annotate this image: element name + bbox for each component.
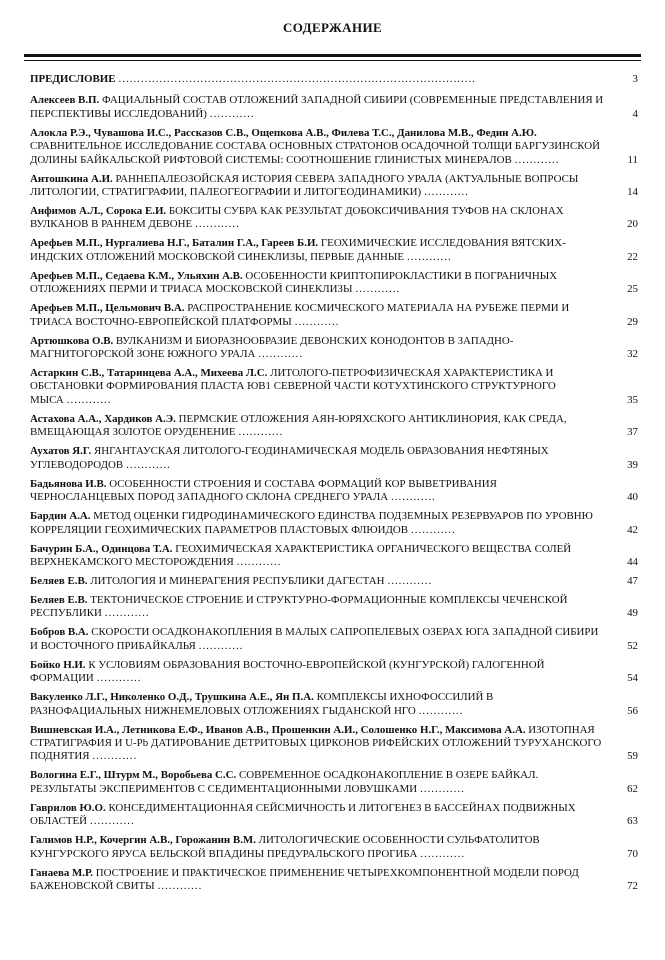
toc-entry-text [30, 73, 604, 86]
toc-entry-authors: Беляев Е.В. [30, 593, 88, 606]
toc-entry-title: МЕТОД ОЦЕНКИ ГИДРОДИНАМИЧЕСКОГО ЕДИНСТВА ПОДЗЕМНЫХ РЕЗЕРВУАРОВ ПО УРОВНЮ КОРРЕЛЯЦИИ ГЕОХИМИЧЕСКИХ ПАРАМЕТРОВ ПЛАСТОВЫХ ФЛЮИДОВ [30, 510, 593, 536]
toc-entry[interactable] [30, 659, 638, 686]
toc-entry-page-number: 42 [627, 523, 638, 536]
toc-entry-title: ПЕРМСКИЕ ОТЛОЖЕНИЯ АЯН-ЮРЯХСКОГО АНТИКЛИНОРИЯ, КАК СРЕДА, ВМЕЩАЮЩАЯ ЗОЛОТОЕ ОРУДЕНЕНИЕ [30, 412, 567, 439]
toc-entry-text [30, 769, 604, 796]
leader-dots: ............ [294, 315, 340, 328]
toc-entry-authors: Бачурин Б.А., Одинцова Т.А. [30, 542, 173, 555]
toc-entry[interactable] [30, 335, 638, 362]
toc-entry[interactable] [30, 594, 638, 621]
toc-entry-authors: Бобров В.А. [30, 626, 89, 639]
toc-entry-title: РАСПРОСТРАНЕНИЕ КОСМИЧЕСКОГО МАТЕРИАЛА НА РУБЕЖЕ ПЕРМИ И ТРИАСА ВОСТОЧНО-ЕВРОПЕЙСКОЙ ПЛАТФОРМЫ [30, 302, 570, 328]
toc-entry-page-number: 72 [627, 879, 638, 892]
toc-entry[interactable] [30, 724, 638, 764]
toc-entry-page-number: 59 [627, 750, 638, 763]
toc-entry-authors: Арефьев М.П., Цельмович В.А. [30, 302, 185, 315]
toc-entry[interactable] [30, 834, 638, 861]
leader-dots: ............ [236, 555, 282, 568]
toc-entry[interactable] [30, 173, 638, 200]
leader-dots: ............ [411, 523, 456, 536]
toc-entry-authors: Антошкина А.И. [30, 172, 113, 185]
toc-entry-authors: Арефьев М.П., Нургалиева Н.Г., Баталин Г.А., Гареев Б.И. [30, 237, 319, 250]
toc-entry-authors: Арефьев М.П., Седаева К.М., Ульяхин А.В. [30, 269, 243, 282]
leader-dots: ............ [420, 847, 466, 860]
toc-entry-title: СОВРЕМЕННОЕ ОСАДКОНАКОПЛЕНИЕ В ОЗЕРЕ БАЙКАЛ. РЕЗУЛЬТАТЫ ЭКСПЕРИМЕНТОВ С СЕДИМЕНТАЦИОННЫМИ ЛОВУШКАМИ [30, 769, 539, 795]
toc-entry-text [30, 270, 604, 297]
toc-entry[interactable] [30, 543, 638, 570]
leader-dots: ............ [407, 250, 452, 263]
toc-entry-authors: Вакуленко Л.Г., Николенко О.Д., Трушкина А.Е., Ян П.А. [30, 691, 314, 704]
toc-entry-text [30, 478, 604, 505]
toc-entry-authors: ПРЕДИСЛОВИЕ [30, 73, 116, 85]
leader-dots: ............ [424, 186, 469, 199]
toc-entry-page-number: 4 [632, 107, 638, 120]
toc-entry-page-number: 35 [627, 393, 638, 406]
toc-entry-title: ЛИТОЛОГИЧЕСКИЕ ОСОБЕННОСТИ СУЛЬФАТОЛИТОВ КУНГУРСКОГО ЯРУСА БЕЛЬСКОЙ ВПАДИНЫ ПРЕДУРАЛЬСКОГО ПРОГИБА [30, 834, 540, 860]
toc-entry-title: БОКСИТЫ СУБРА КАК РЕЗУЛЬТАТ ДОБОКСИЧИВАНИЯ ТУФОВ НА СКЛОНАХ ВУЛКАНОВ В РАННЕМ ДЕВОНЕ [30, 205, 564, 231]
toc-entry[interactable] [30, 237, 638, 264]
toc-entry-page-number: 3 [632, 73, 638, 85]
leader-dots: ............ [420, 782, 465, 795]
toc-entry-authors: Анфимов А.Л., Сорока Е.И. [30, 205, 167, 218]
toc-entry-page-number: 52 [627, 639, 638, 652]
page-title: СОДЕРЖАНИЕ [282, 20, 383, 35]
toc-entry[interactable] [30, 94, 638, 121]
toc-entry-page-number: 70 [627, 847, 638, 860]
toc-entry-authors: Астахова А.А., Хардиков А.Э. [30, 412, 176, 425]
toc-entry-page-number: 39 [627, 458, 638, 471]
toc-entry-authors: Алокла Р.Э., Чувашова И.С., Рассказов С.В., Ощепкова А.В., Филева Т.С., Данилова М.В., Федин А.Ю. [30, 126, 537, 139]
toc-entry-page-number: 29 [627, 315, 638, 328]
toc-entry[interactable] [30, 867, 638, 894]
toc-entry-title: ГЕОХИМИЧЕСКИЕ ИССЛЕДОВАНИЯ ВЯТСКИХ-ИНДСКИХ ОТЛОЖЕНИЙ МОСКОВСКОЙ СИНЕКЛИЗЫ, ПЕРВЫЕ ДАННЫЕ [30, 237, 566, 263]
toc-entry-text [30, 626, 604, 653]
toc-entry-authors: Галимов Н.Р., Кочергин А.В., Горожанин В.М. [30, 834, 256, 847]
toc-entry[interactable] [30, 302, 638, 329]
toc-entry[interactable] [30, 413, 638, 440]
toc-entry-title: КОМПЛЕКСЫ ИХНОФОССИЛИЙ В РАЗНОФАЦИАЛЬНЫХ НИЖНЕМЕЛОВЫХ ОТЛОЖЕНИЯХ ГЫДАНСКОЙ НГО [30, 691, 494, 717]
toc-entry[interactable] [30, 691, 638, 718]
toc-entry-title: ОСОБЕННОСТИ КРИПТОПИРОКЛАСТИКИ В ПОГРАНИЧНЫХ ОТЛОЖЕНИЯХ ПЕРМИ И ТРИАСА МОСКОВСКОЙ СИНЕКЛИЗЫ [30, 269, 558, 296]
toc-entry-text [30, 127, 604, 167]
toc-entry-page-number: 40 [627, 491, 638, 504]
toc-entry-text [30, 659, 604, 686]
leader-dots: ............ [355, 283, 401, 296]
toc-entry-page-number: 20 [627, 218, 638, 231]
toc-entry-authors: Артюшкова О.В. [30, 334, 114, 347]
toc-entry-text [30, 834, 604, 861]
toc-entry-text [30, 510, 604, 537]
leader-dots: ................................................................................................ [118, 73, 476, 85]
toc-entry[interactable] [30, 626, 638, 653]
toc-entry[interactable] [30, 445, 638, 472]
toc-entry-title: ОСОБЕННОСТИ СТРОЕНИЯ И СОСТАВА ФОРМАЦИЙ КОР ВЫВЕТРИВАНИЯ ЧЕРНОСЛАНЦЕВЫХ ПОРОД ЗАПАДНОГО СКЛОНА СРЕДНЕГО УРАЛА [30, 477, 497, 504]
toc-entry-title: ВУЛКАНИЗМ И БИОРАЗНООБРАЗИЕ ДЕВОНСКИХ КОНОДОНТОВ В ЗАПАДНО-МАГНИТОГОРСКОЙ ЗОНЕ ЮЖНОГО УРАЛА [30, 334, 514, 361]
toc-entry-authors: Аухатов Я.Г. [30, 445, 92, 458]
toc-entry-text [30, 205, 604, 232]
leader-dots: ............ [90, 815, 135, 828]
toc-entry[interactable] [30, 367, 638, 407]
table-of-contents [30, 73, 638, 899]
toc-entry-title: КОНСЕДИМЕНТАЦИОННАЯ СЕЙСМИЧНОСТЬ И ЛИТОГЕНЕЗ В БАССЕЙНАХ ПОДВИЖНЫХ ОБЛАСТЕЙ [30, 801, 576, 828]
toc-entry-text [30, 802, 604, 829]
toc-entry-text [30, 867, 604, 894]
toc-entry[interactable] [30, 802, 638, 829]
toc-entry-authors: Вологина Е.Г., Штурм М., Воробьева С.С. [30, 769, 237, 782]
toc-entry-title: СРАВНИТЕЛЬНОЕ ИССЛЕДОВАНИЕ СОСТАВА ОСНОВНЫХ СТРАТОНОВ ОСАДОЧНОЙ ТОЛЩИ БАРГУЗИНСКОЙ ДОЛИНЫ БАЙКАЛЬСКОЙ РИФТОВОЙ СИСТЕМЫ: СООТНОШЕНИЕ ГЛИНИСТЫХ МИНЕРАЛОВ [30, 140, 600, 166]
toc-entry-title: ИЗОТОПНАЯ СТРАТИГРАФИЯ И U-Pb ДАТИРОВАНИЕ ДЕТРИТОВЫХ ЦИРКОНОВ РИФЕЙСКИХ ОТЛОЖЕНИЙ ТУРУХАНСКОГО ПОДНЯТИЯ [30, 723, 602, 763]
toc-entry-authors: Гаврилов Ю.О. [30, 801, 106, 814]
toc-entry-title: РАННЕПАЛЕОЗОЙСКАЯ ИСТОРИЯ СЕВЕРА ЗАПАДНОГО УРАЛА (АКТУАЛЬНЫЕ ВОПРОСЫ ЛИТОЛОГИИ, СТРАТИГРАФИИ, ПАЛЕОГЕОГРАФИИ И ЛИТОГЕОДИНАМИКИ) [30, 172, 579, 199]
toc-entry-text [30, 94, 604, 121]
toc-entry-authors: Бойко Н.И. [30, 658, 86, 671]
toc-entry-authors: Алексеев В.П. [30, 94, 100, 107]
toc-entry-title: К УСЛОВИЯМ ОБРАЗОВАНИЯ ВОСТОЧНО-ЕВРОПЕЙСКОЙ (КУНГУРСКОЙ) ГАЛОГЕННОЙ ФОРМАЦИИ [30, 658, 545, 685]
toc-entry[interactable] [30, 510, 638, 537]
toc-entry-page-number: 47 [627, 574, 638, 587]
toc-entry-title: ЛИТОЛОГО-ПЕТРОФИЗИЧЕСКАЯ ХАРАКТЕРИСТИКА И ОБСТАНОВКИ ФОРМИРОВАНИЯ ПЛАСТА ЮВ1 СЕВЕРНОЙ ЧАСТИ КОТУХТИНСКОГО СТРУКТУРНОГО МЫСА [30, 367, 556, 406]
toc-entry-title: ЛИТОЛОГИЯ И МИНЕРАГЕНИЯ РЕСПУБЛИКИ ДАГЕСТАН [90, 574, 385, 587]
toc-entry-page-number: 62 [627, 782, 638, 795]
leader-dots: ............ [198, 639, 244, 652]
toc-entry[interactable] [30, 270, 638, 297]
toc-entry-text [30, 413, 604, 440]
toc-entry-authors: Вишневская И.А., Летникова Е.Ф., Иванов А.В., Прошенкин А.И., Солошенко Н.Г., Максимова А.А. [30, 723, 526, 736]
toc-entry-text [30, 543, 604, 570]
toc-entry-text [30, 691, 604, 718]
toc-entry-text [30, 594, 604, 621]
toc-entry[interactable] [30, 205, 638, 232]
toc-entry-text [30, 445, 604, 472]
toc-entry[interactable] [30, 478, 638, 505]
toc-entry-title: ЯНГАНТАУСКАЯ ЛИТОЛОГО-ГЕОДИНАМИЧЕСКАЯ МОДЕЛЬ ОБРАЗОВАНИЯ НЕФТЯНЫХ УГЛЕВОДОРОДОВ [30, 445, 549, 471]
toc-entry-text [30, 575, 604, 588]
toc-entry-authors: Бардин А.А. [30, 510, 91, 523]
toc-entry-text [30, 335, 604, 362]
toc-entry-page-number: 37 [627, 426, 638, 439]
leader-dots: ............ [66, 393, 112, 406]
toc-entry-authors: Бадьянова И.В. [30, 477, 107, 490]
toc-entry[interactable] [30, 575, 638, 588]
toc-entry[interactable] [30, 769, 638, 796]
leader-dots: ............ [418, 704, 464, 717]
leader-dots: ............ [126, 458, 171, 471]
leader-dots: ............ [96, 672, 142, 685]
toc-entry-page-number: 54 [627, 672, 638, 685]
toc-entry-authors: Беляев Е.В. [30, 574, 88, 587]
toc-entry-text [30, 173, 604, 200]
leader-dots: ............ [387, 574, 433, 587]
leader-dots: ............ [195, 218, 240, 231]
toc-entry-page-number: 32 [627, 348, 638, 361]
toc-entry-text [30, 237, 604, 264]
toc-entry-page-number: 63 [627, 815, 638, 828]
toc-entry[interactable] [30, 73, 638, 86]
toc-entry[interactable] [30, 127, 638, 167]
toc-entry-text [30, 367, 604, 407]
leader-dots: ............ [157, 879, 203, 892]
title-rule-thin [24, 60, 641, 61]
toc-entry-page-number: 56 [627, 704, 638, 717]
leader-dots: ............ [238, 426, 284, 439]
toc-entry-title: ФАЦИАЛЬНЫЙ СОСТАВ ОТЛОЖЕНИЙ ЗАПАДНОЙ СИБИРИ (СОВРЕМЕННЫЕ ПРЕДСТАВЛЕНИЯ И ПЕРСПЕКТИВЫ ИССЛЕДОВАНИЙ) [30, 94, 604, 120]
leader-dots: ............ [258, 348, 303, 361]
toc-entry-text [30, 302, 604, 329]
toc-entry-authors: Ганаева М.Р. [30, 866, 94, 879]
toc-entry-title: СКОРОСТИ ОСАДКОНАКОПЛЕНИЯ В МАЛЫХ САПРОПЕЛЕВЫХ ОЗЕРАХ ЮГА ЗАПАДНОЙ СИБИРИ И ВОСТОЧНОГО ПРИБАЙКАЛЬЯ [30, 626, 599, 652]
toc-entry-text [30, 724, 604, 764]
toc-entry-page-number: 49 [627, 607, 638, 620]
toc-entry-title: ТЕКТОНИЧЕСКОЕ СТРОЕНИЕ И СТРУКТУРНО-ФОРМАЦИОННЫЕ КОМПЛЕКСЫ ЧЕЧЕНСКОЙ РЕСПУБЛИКИ [30, 593, 568, 620]
toc-entry-page-number: 44 [627, 555, 638, 568]
toc-entry-page-number: 14 [627, 186, 638, 199]
leader-dots: ............ [514, 153, 560, 166]
toc-entry-page-number: 11 [627, 153, 638, 166]
toc-entry-title: ПОСТРОЕНИЕ И ПРАКТИЧЕСКОЕ ПРИМЕНЕНИЕ ЧЕТЫРЕХКОМПОНЕНТНОЙ МОДЕЛИ ПОРОД БАЖЕНОВСКОЙ СВИТЫ [30, 866, 579, 892]
toc-entry-page-number: 25 [627, 283, 638, 296]
leader-dots: ............ [209, 107, 255, 120]
toc-entry-authors: Астаркин С.В., Татаринцева А.А., Михеева Л.С. [30, 367, 268, 380]
toc-entry-page-number: 22 [627, 250, 638, 263]
leader-dots: ............ [104, 607, 150, 620]
leader-dots: ............ [92, 750, 138, 763]
toc-entry-title: ГЕОХИМИЧЕСКАЯ ХАРАКТЕРИСТИКА ОРГАНИЧЕСКОГО ВЕЩЕСТВА СОЛЕЙ ВЕРХНЕКАМСКОГО МЕСТОРОЖДЕНИЯ [30, 542, 572, 568]
title-rule-thick [24, 54, 641, 57]
leader-dots: ............ [391, 491, 436, 504]
